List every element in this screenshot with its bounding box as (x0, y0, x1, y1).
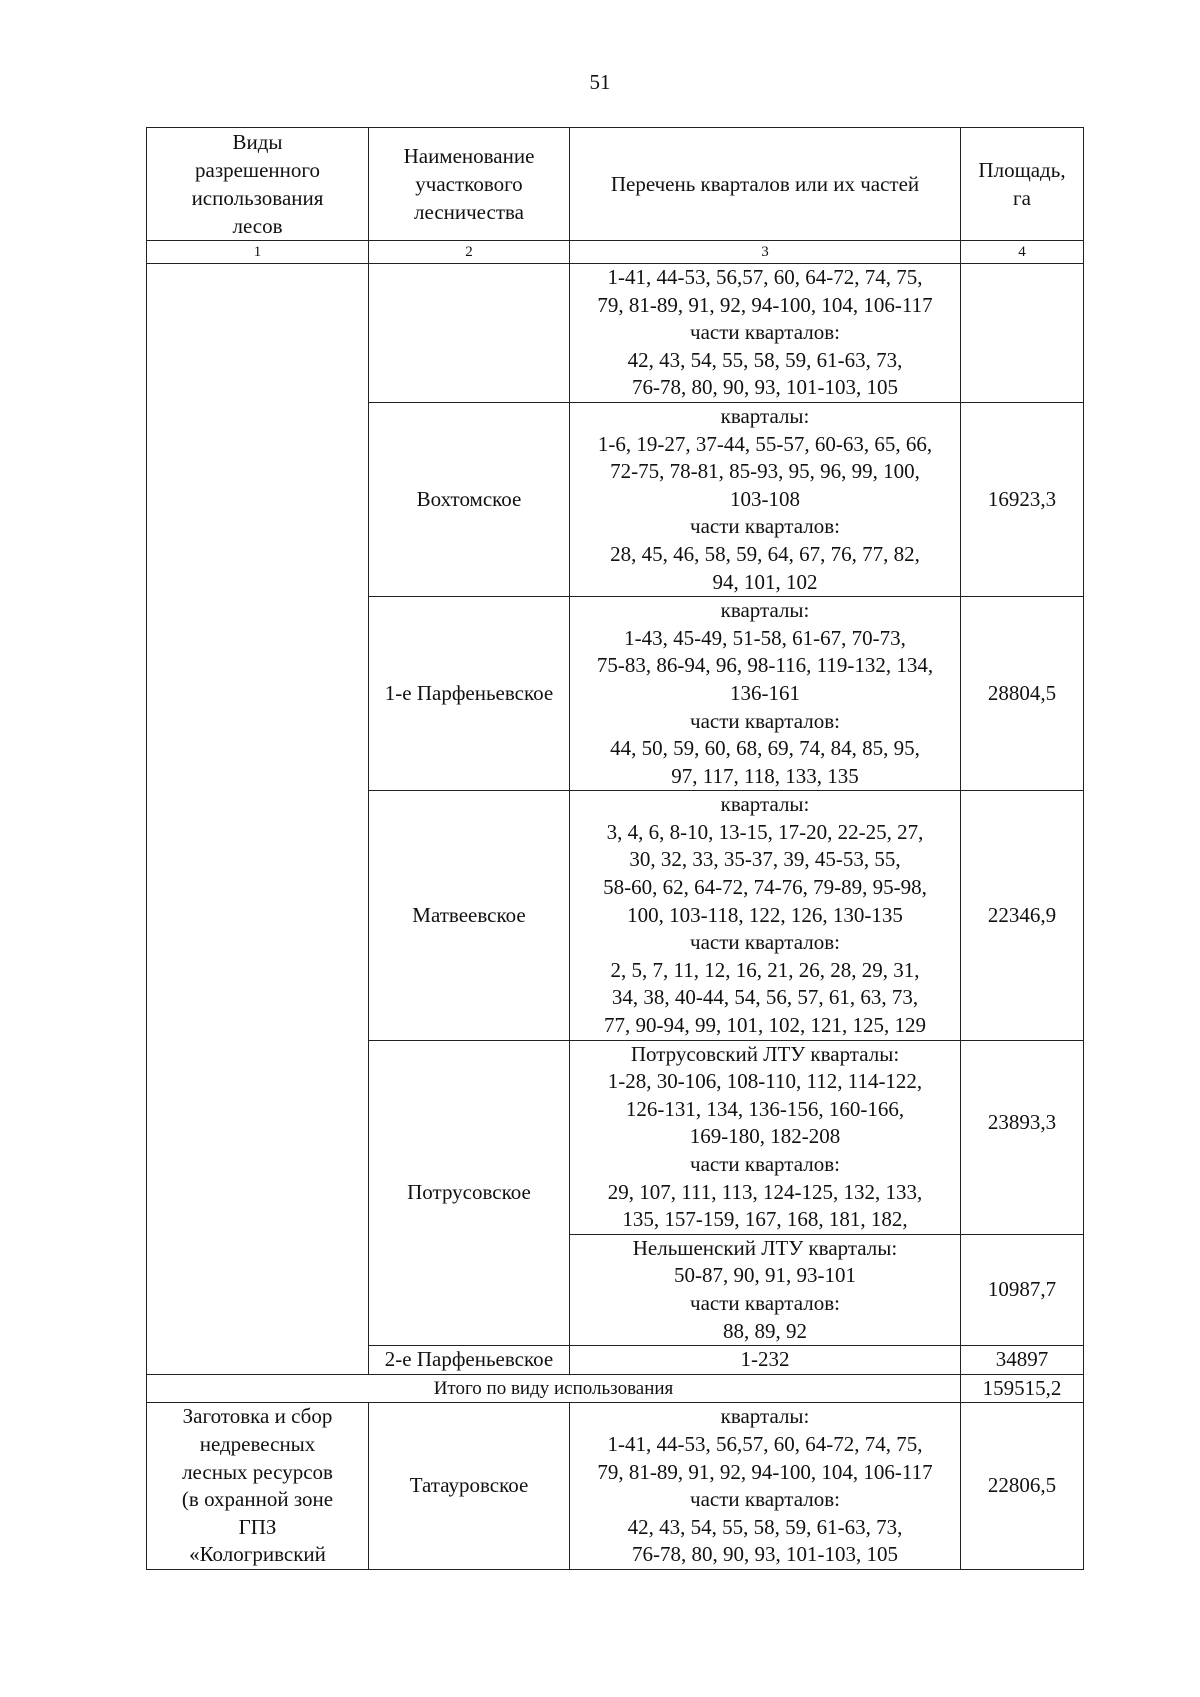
area-value: 16923,3 (961, 402, 1084, 596)
table-header-row (147, 128, 1084, 241)
column-number: 3 (570, 241, 961, 264)
header-use-type: Виды разрешенного использования лесов (147, 128, 369, 241)
total-row (147, 1374, 1084, 1403)
column-number: 1 (147, 241, 369, 264)
area-value: 22346,9 (961, 791, 1084, 1040)
forestry-name: Татауровское (369, 1403, 570, 1570)
quarters-list: 1-232 (570, 1346, 961, 1375)
use-type-cell: Заготовка и сбор недревесных лесных ресурсов (в охранной зоне ГПЗ «Кологривский (147, 1403, 369, 1570)
area-value: 10987,7 (961, 1234, 1084, 1345)
forestry-name: Вохтомское (369, 402, 570, 596)
column-number: 2 (369, 241, 570, 264)
area-value: 23893,3 (961, 1040, 1084, 1234)
area-value: 22806,5 (961, 1403, 1084, 1570)
forestry-name: 1-е Парфеньевское (369, 597, 570, 791)
table-row (147, 264, 1084, 403)
area-value (961, 264, 1084, 403)
quarters-list: кварталы: 1-41, 44-53, 56,57, 60, 64-72, 74, 75, 79, 81-89, 91, 92, 94-100, 104, 106-117 части кварталов: 42, 43, 54, 55, 58, 59, 61-63, 73, 76-78, 80, 90, 93, 101-103, 105 (570, 1403, 961, 1570)
header-quarters-list: Перечень кварталов или их частей (570, 128, 961, 241)
area-value: 34897 (961, 1346, 1084, 1375)
forestry-name: Матвеевское (369, 791, 570, 1040)
column-numbers-row (147, 241, 1084, 264)
quarters-list: кварталы: 1-6, 19-27, 37-44, 55-57, 60-63, 65, 66, 72-75, 78-81, 85-93, 95, 96, 99, 100, 103-108 части кварталов: 28, 45, 46, 58, 59, 64, 67, 76, 77, 82, 94, 101, 102 (570, 402, 961, 596)
total-area: 159515,2 (961, 1374, 1084, 1403)
forestry-name: 2-е Парфеньевское (369, 1346, 570, 1375)
quarters-list: кварталы: 1-43, 45-49, 51-58, 61-67, 70-73, 75-83, 86-94, 96, 98-116, 119-132, 134, 136-161 части кварталов: 44, 50, 59, 60, 68, 69, 74, 84, 85, 95, 97, 117, 118, 133, 135 (570, 597, 961, 791)
forestry-name (369, 264, 570, 403)
quarters-list: 1-41, 44-53, 56,57, 60, 64-72, 74, 75, 79, 81-89, 91, 92, 94-100, 104, 106-117 части кварталов: 42, 43, 54, 55, 58, 59, 61-63, 73, 76-78, 80, 90, 93, 101-103, 105 (570, 264, 961, 403)
quarters-list: Нельшенский ЛТУ кварталы: 50-87, 90, 91, 93-101 части кварталов: 88, 89, 92 (570, 1234, 961, 1345)
area-value: 28804,5 (961, 597, 1084, 791)
quarters-list: кварталы: 3, 4, 6, 8-10, 13-15, 17-20, 22-25, 27, 30, 32, 33, 35-37, 39, 45-53, 55, 58-60, 62, 64-72, 74-76, 79-89, 95-98, 100, 103-118, 122, 126, 130-135 части кварталов: 2, 5, 7, 11, 12, 16, 21, 26, 28, 29, 31, 34, 38, 40-44, 54, 56, 57, 61, 63, 73, 77, 90-94, 99, 101, 102, 121, 125, 129 (570, 791, 961, 1040)
forest-use-table (146, 127, 1084, 1570)
header-area: Площадь, га (961, 128, 1084, 241)
column-number: 4 (961, 241, 1084, 264)
use-type-cell-empty (147, 264, 369, 1375)
forestry-name: Потрусовское (369, 1040, 570, 1346)
page-number: 51 (589, 70, 611, 94)
header-forestry-name: Наименование участкового лесничества (369, 128, 570, 241)
quarters-list: Потрусовский ЛТУ кварталы: 1-28, 30-106, 108-110, 112, 114-122, 126-131, 134, 136-156, 160-166, 169-180, 182-208 части кварталов: 29, 107, 111, 113, 124-125, 132, 133, 135, 157-159, 167, 168, 181, 182, (570, 1040, 961, 1234)
table-row (147, 1403, 1084, 1570)
total-label: Итого по виду использования (147, 1374, 961, 1403)
